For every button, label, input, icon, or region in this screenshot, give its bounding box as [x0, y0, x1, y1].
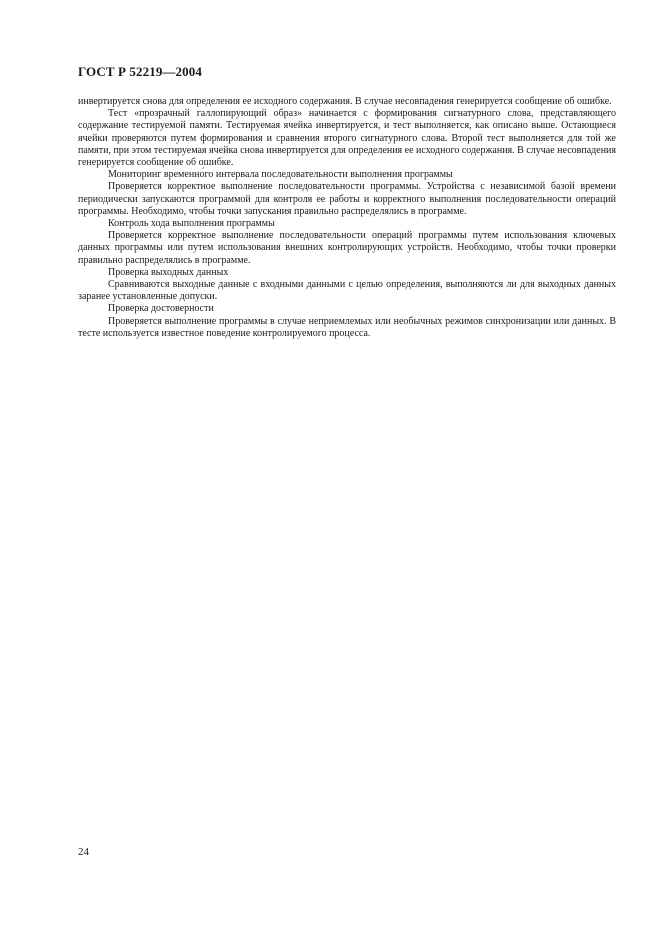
- document-body: [78, 96, 616, 340]
- paragraph-plausibility-check: Проверяется выполнение программы в случае неприемлемых или необычных режимов синхронизации или данных. В тесте используется известное поведение контролируемого процесса.: [78, 315, 616, 339]
- paragraph-continuation: инвертируется снова для определения ее исходного содержания. В случае несовпадения генерируется сообщение об ошибке.: [78, 96, 612, 107]
- subheading-output-data-check: Проверка выходных данных: [108, 266, 229, 278]
- paragraph-transparent-galloping-test: Тест «прозрачный галлопирующий образ» начинается с формирования сигнатурного слова, представляющего содержание тестируемой памяти. Тестируемая ячейка инвертируется, и тест выполняется, как описано выше. Остающиеся ячейки проверяются путем формирования и сравнения второго сигнатурного слова. Второй тест выполняется для той же памяти, при этом тестируемая ячейка снова инвертируется для определения ее исходного содержания. В случае несовпадения генерируется сообщение об ошибке.: [78, 108, 616, 169]
- subheading-time-interval-monitoring: Мониторинг временно́го интервала последовательности выполнения программы: [108, 169, 453, 181]
- paragraph-time-interval-monitoring: Проверяется корректное выполнение последовательности программы. Устройства с независимой базой времени периодически запускаются программой для контроля ее работы и корректного выполнения последовательности операций программы. Необходимо, чтобы точки запускания правильно распределялись в программе.: [78, 181, 616, 217]
- subheading-plausibility-check: Проверка достоверности: [108, 303, 214, 315]
- paragraph-output-data-check: Сравниваются выходные данные с входными данными с целью определения, выполняются ли для выходных данных заранее установленные допуски.: [78, 279, 616, 303]
- document-header: ГОСТ Р 52219—2004: [78, 64, 202, 79]
- subheading-program-flow-control: Контроль хода выполнения программы: [108, 218, 275, 230]
- paragraph-program-flow-control: Проверяется корректное выполнение последовательности операций программы путем использования ключевых данных программы или путем использования внешних контролирующих устройств. Необходимо, чтобы точки проверки правильно распределялись в программе.: [78, 230, 616, 266]
- page-number: 24: [78, 846, 89, 858]
